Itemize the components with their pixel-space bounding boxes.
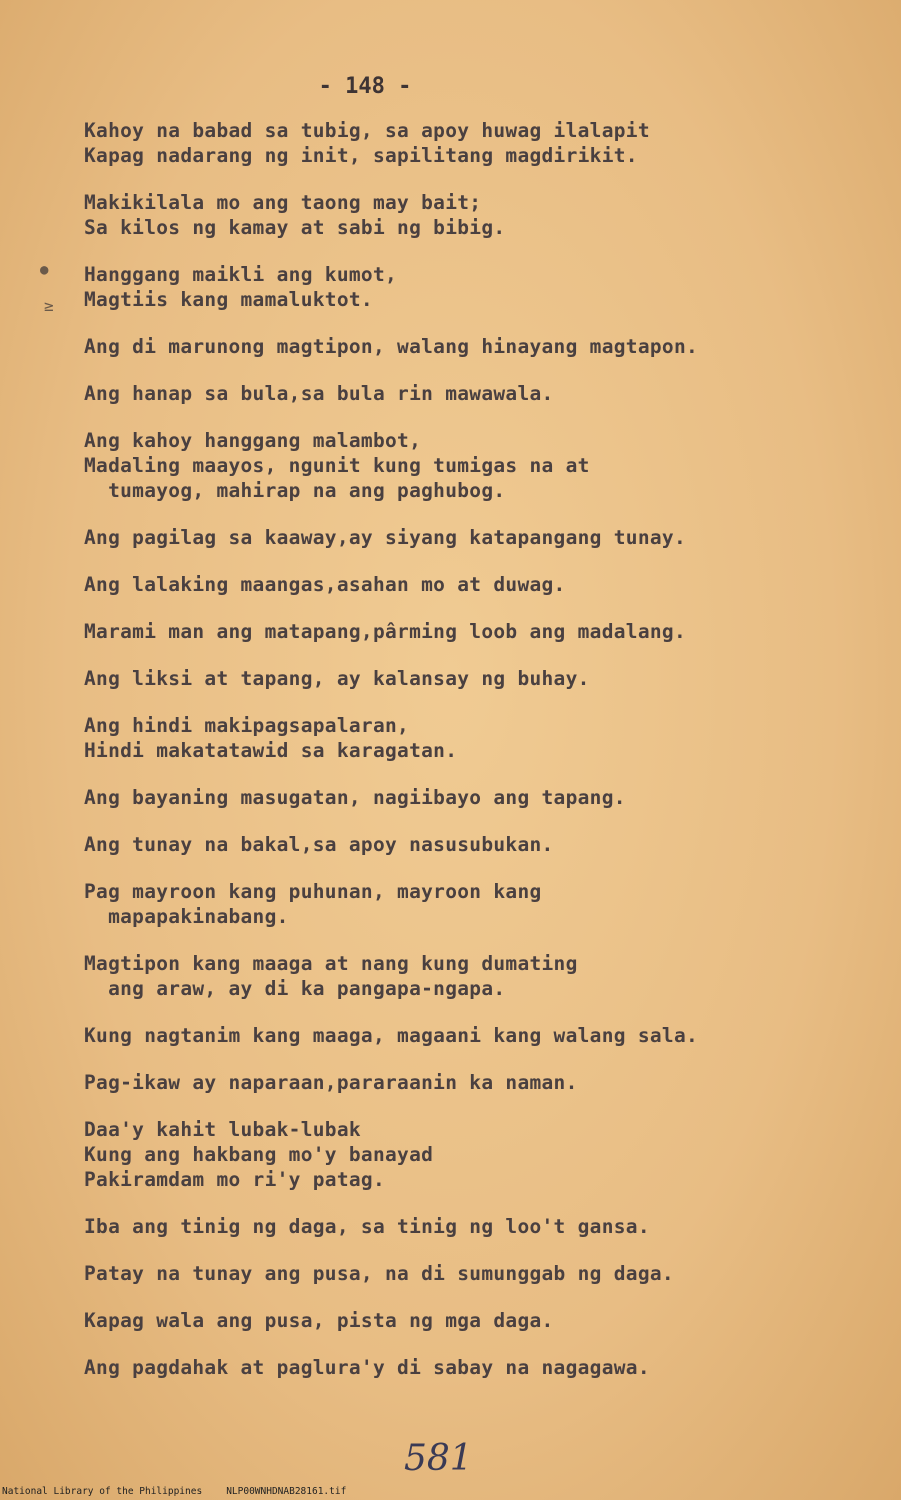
proverb-line: mapapakinabang. — [84, 905, 289, 928]
proverb-line: Ang pagdahak at paglura'y di sabay na nagagawa. — [84, 1356, 650, 1379]
proverb-block — [84, 525, 864, 550]
proverb-line: Ang lalaking maangas,asahan mo at duwag. — [84, 573, 566, 596]
scan-footer — [2, 1486, 370, 1497]
proverb-line: Madaling maayos, ngunit kung tumigas na at — [84, 454, 590, 477]
proverb-line: Ang pagilag sa kaaway,ay siyang katapangang tunay. — [84, 526, 686, 549]
proverb-line: Kapag nadarang ng init, sapilitang magdirikit. — [84, 144, 638, 167]
proverb-block — [84, 262, 864, 312]
proverb-line: Ang bayaning masugatan, nagiibayo ang tapang. — [84, 786, 626, 809]
proverb-line: Kapag wala ang pusa, pista ng mga daga. — [84, 1309, 554, 1332]
proverb-block — [84, 334, 864, 359]
proverb-line: Daa'y kahit lubak-lubak — [84, 1118, 361, 1141]
proverb-block — [84, 190, 864, 240]
proverb-line: Pag mayroon kang puhunan, mayroon kang — [84, 880, 542, 903]
footer-institution: National Library of the Philippines — [2, 1486, 203, 1497]
proverb-list — [84, 118, 864, 1402]
proverb-line: Hanggang maikli ang kumot, — [84, 263, 398, 286]
proverb-block — [84, 951, 864, 1001]
proverb-line: Pag-ikaw ay naparaan,pararaanin ka naman. — [84, 1071, 578, 1094]
proverb-line: Iba ang tinig ng daga, sa tinig ng loo't gansa. — [84, 1215, 650, 1238]
margin-mark: ● — [40, 262, 49, 278]
proverb-line: Hindi makatatawid sa karagatan. — [84, 739, 458, 762]
proverb-line: Marami man ang matapang,pârming loob ang madalang. — [84, 620, 686, 643]
proverb-line: Ang hanap sa bula,sa bula rin mawawala. — [84, 382, 554, 405]
proverb-block — [84, 1261, 864, 1286]
handwritten-page-number: 581 — [404, 1438, 473, 1479]
proverb-line: Makikilala mo ang taong may bait; — [84, 191, 482, 214]
proverb-block — [84, 1023, 864, 1048]
proverb-block — [84, 381, 864, 406]
proverb-block — [84, 118, 864, 168]
proverb-block — [84, 713, 864, 763]
footer-filename: NLP00WNHDNAB28161.tif — [226, 1486, 347, 1497]
proverb-block — [84, 785, 864, 810]
proverb-line: tumayog, mahirap na ang paghubog. — [84, 479, 506, 502]
proverb-block — [84, 572, 864, 597]
proverb-block — [84, 879, 864, 929]
proverb-line: Sa kilos ng kamay at sabi ng bibig. — [84, 216, 506, 239]
proverb-line: Patay na tunay ang pusa, na di sumunggab ng daga. — [84, 1262, 674, 1285]
proverb-line: Kung ang hakbang mo'y banayad — [84, 1143, 434, 1166]
proverb-block — [84, 619, 864, 644]
proverb-line: Kung nagtanim kang maaga, magaani kang walang sala. — [84, 1024, 699, 1047]
proverb-line: Ang di marunong magtipon, walang hinayang magtapon. — [84, 335, 699, 358]
proverb-block — [84, 666, 864, 691]
proverb-line: ang araw, ay di ka pangapa-ngapa. — [84, 977, 506, 1000]
proverb-block — [84, 428, 864, 503]
proverb-block — [84, 1117, 864, 1192]
proverb-line: Pakiramdam mo ri'y patag. — [84, 1168, 385, 1191]
proverb-block — [84, 1355, 864, 1380]
proverb-block — [84, 832, 864, 857]
proverb-block — [84, 1070, 864, 1095]
proverb-line: Ang tunay na bakal,sa apoy nasusubukan. — [84, 833, 554, 856]
proverb-line: Ang liksi at tapang, ay kalansay ng buhay. — [84, 667, 590, 690]
proverb-block — [84, 1308, 864, 1333]
proverb-line: Magtipon kang maaga at nang kung dumating — [84, 952, 578, 975]
proverb-block — [84, 1214, 864, 1239]
page-number: - 148 - — [318, 74, 412, 99]
proverb-line: Kahoy na babad sa tubig, sa apoy huwag ilalapit — [84, 119, 650, 142]
proverb-line: Ang hindi makipagsapalaran, — [84, 714, 410, 737]
margin-mark: ≥ — [44, 296, 54, 315]
proverb-line: Magtiis kang mamaluktot. — [84, 288, 373, 311]
proverb-line: Ang kahoy hanggang malambot, — [84, 429, 422, 452]
